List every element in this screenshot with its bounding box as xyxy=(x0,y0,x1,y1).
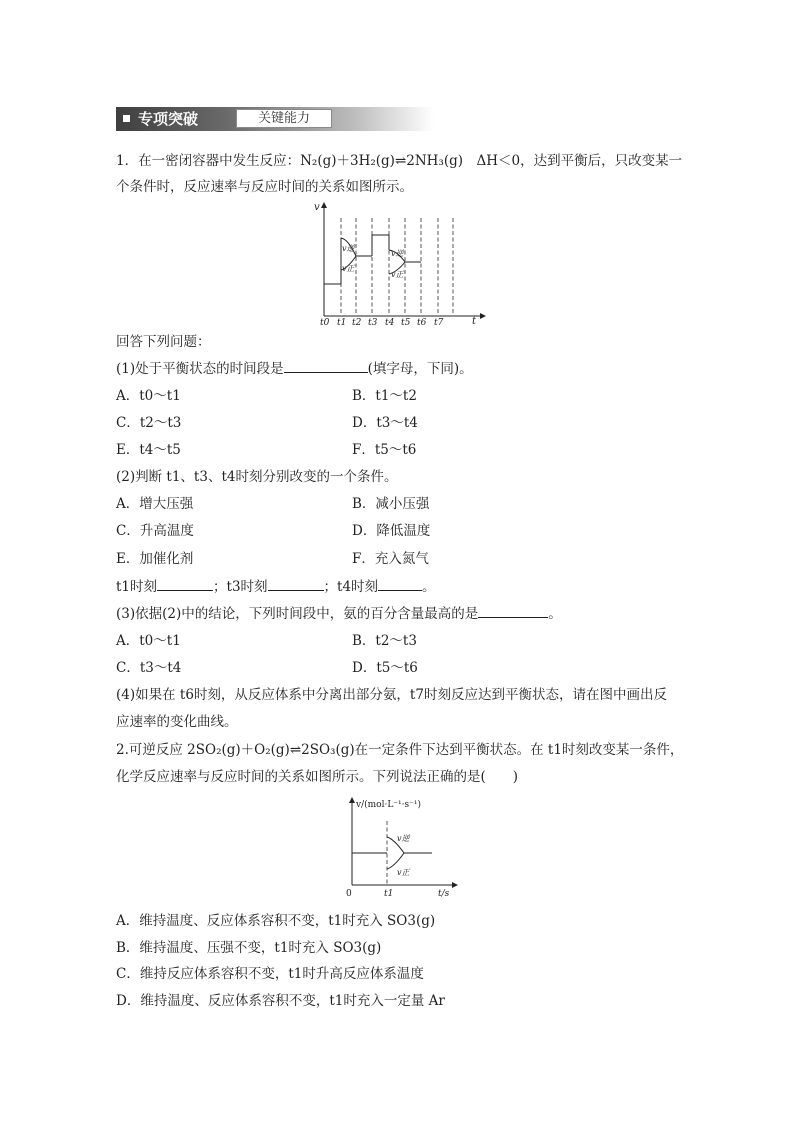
t1-fill-label: t1时刻 xyxy=(116,579,158,595)
q2-option-a: A．维持温度、反应体系容积不变，t1时充入 SO3(g) xyxy=(116,913,436,929)
tick-t5: t5 xyxy=(401,318,411,326)
tick-t3: t3 xyxy=(368,318,378,326)
v-reverse-label-2: v逆 xyxy=(391,249,404,258)
q1-sub2-fill-line xyxy=(116,576,436,597)
q2-option-b: B．维持温度、压强不变，t1时充入 SO3(g) xyxy=(116,940,382,956)
q1-sub3-text: (3)依据(2)中的结论，下列时间段中，氨的百分含量最高的是 xyxy=(116,606,479,622)
q1-sub1-option-b: B．t1～t2 xyxy=(352,388,417,404)
q1-sub3-option-b: B．t2～t3 xyxy=(352,633,417,649)
q1-sub2-option-e: E．加催化剂 xyxy=(116,551,194,567)
v-forward-label: v正 xyxy=(397,868,410,877)
answer-blank-t1[interactable] xyxy=(157,576,213,591)
v-forward-label-2: v正 xyxy=(391,270,404,279)
q1-sub1-text: (1)处于平衡状态的时间段是 xyxy=(116,361,284,377)
q1-rate-time-graph xyxy=(310,198,490,326)
tick-t2: t2 xyxy=(352,318,362,326)
q1-sub2-stem: (2)判断 t1、t3、t4时刻分别改变的一个条件。 xyxy=(116,469,398,485)
q1-sub3-option-a: A．t0～t1 xyxy=(116,633,181,649)
q2-option-c: C．维持反应体系容积不变，t1时升高反应体系温度 xyxy=(116,966,424,982)
section-tab: 关键能力 xyxy=(236,109,332,128)
tick-t1: t1 xyxy=(384,889,394,899)
answer-blank-t4[interactable] xyxy=(378,576,422,591)
t4-fill-label: t4时刻 xyxy=(337,579,379,595)
q1-sub3-option-c: C．t3～t4 xyxy=(116,660,182,676)
q1-sub4-line1: (4)如果在 t6时刻，从反应体系中分离出部分氨，t7时刻反应达到平衡状态，请在图中画出反 xyxy=(116,687,667,703)
q1-stem-line2: 个条件时，反应速率与反应时间的关系如图所示。 xyxy=(116,179,413,195)
q1-sub4-line2: 应速率的变化曲线。 xyxy=(116,714,238,730)
v-forward-curve xyxy=(387,853,404,869)
q1-sub1-option-f: F．t5～t6 xyxy=(352,442,417,458)
separator: ； xyxy=(213,579,227,595)
tick-t1: t1 xyxy=(337,318,347,326)
separator: ； xyxy=(323,579,338,595)
y-arrow-icon xyxy=(349,797,355,803)
answer-blank-t3[interactable] xyxy=(268,576,324,591)
end-mark: 。 xyxy=(422,579,436,595)
y-axis-label: v/(mol·L⁻¹·s⁻¹) xyxy=(356,800,422,810)
q1-sub2-option-a: A．增大压强 xyxy=(116,496,194,512)
square-bullet-icon xyxy=(123,115,130,122)
tick-t6: t6 xyxy=(417,318,427,326)
q1-sub1-option-e: E．t4～t5 xyxy=(116,442,181,458)
x-axis-label: t xyxy=(472,316,477,326)
v-reverse-label: v逆 xyxy=(397,834,410,843)
section-title: 专项突破 xyxy=(138,110,199,128)
section-banner xyxy=(116,107,434,131)
answer-blank-1[interactable] xyxy=(284,358,368,373)
q2-rate-time-graph xyxy=(340,793,462,905)
q1-sub1-suffix: (填字母，下同)。 xyxy=(367,361,473,377)
tick-t7: t7 xyxy=(434,318,444,326)
end-mark: 。 xyxy=(548,606,562,622)
origin-label: 0 xyxy=(346,889,352,899)
answer-blank-3[interactable] xyxy=(478,603,548,618)
x-axis-label: t/s xyxy=(438,889,450,899)
v-forward-label-1: v正 xyxy=(342,264,355,273)
q1-sub1-stem xyxy=(116,358,473,379)
q1-sub2-option-b: B．减小压强 xyxy=(352,496,430,512)
q1-sub2-option-c: C．升高温度 xyxy=(116,523,194,539)
q1-sub2-option-f: F．充入氮气 xyxy=(352,551,429,567)
t3-fill-label: t3时刻 xyxy=(226,579,268,595)
tick-t4: t4 xyxy=(385,318,395,326)
q1-intro: 回答下列问题： xyxy=(116,334,211,350)
q2-stem-line2: 化学反应速率与反应时间的关系如图所示。下列说法正确的是( ) xyxy=(116,769,519,785)
rate-segment-3 xyxy=(372,235,389,256)
tick-t0: t0 xyxy=(320,318,330,326)
q1-stem-line1: 1．在一密闭容器中发生反应：N₂(g)＋3H₂(g)⇌2NH₃(g) ΔH＜0，达到平衡后，只改变某一 xyxy=(116,153,683,169)
y-axis-label: v xyxy=(314,202,320,213)
q1-sub2-option-d: D．降低温度 xyxy=(352,523,431,539)
x-arrow-icon xyxy=(480,313,486,319)
q1-sub3-stem xyxy=(116,603,562,624)
q2-option-d: D．维持温度、反应体系容积不变，t1时充入一定量 Ar xyxy=(116,993,445,1009)
q1-sub1-option-d: D．t3～t4 xyxy=(352,415,418,431)
v-reverse-label-1: v逆 xyxy=(342,244,355,253)
x-arrow-icon xyxy=(452,882,458,888)
y-arrow-icon xyxy=(321,202,327,208)
rate-segment-1 xyxy=(324,238,341,284)
q1-sub1-option-a: A．t0～t1 xyxy=(116,388,181,404)
q1-sub3-option-d: D．t5～t6 xyxy=(352,660,418,676)
q1-sub1-option-c: C．t2～t3 xyxy=(116,415,182,431)
q2-stem-line1: 2.可逆反应 2SO₂(g)＋O₂(g)⇌2SO₃(g)在一定条件下达到平衡状态。在 t1时刻改变某一条件， xyxy=(116,742,684,758)
